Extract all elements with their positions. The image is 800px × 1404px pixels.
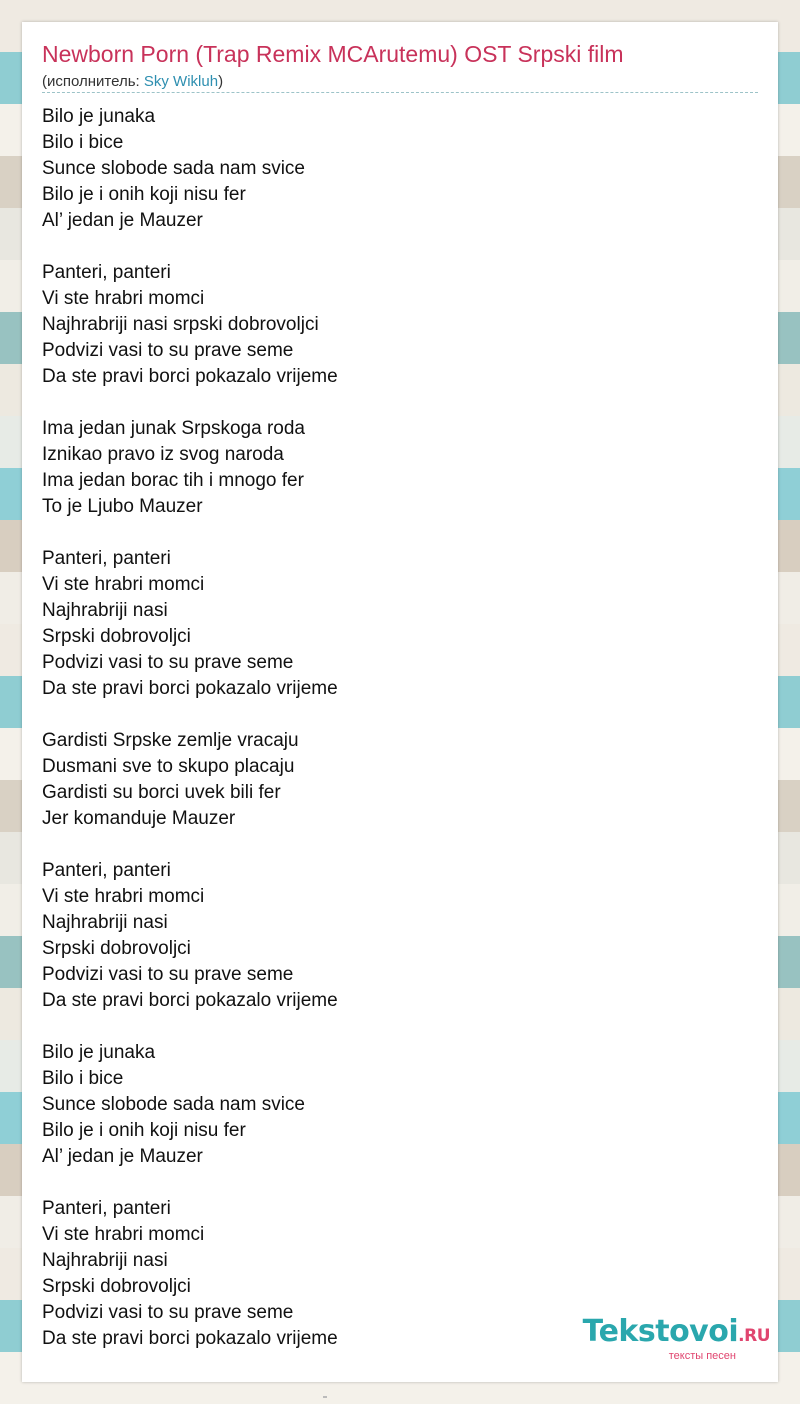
- lyric-line: Gardisti Srpske zemlje vracaju: [42, 730, 299, 751]
- artist-suffix: ): [218, 73, 224, 90]
- lyric-line: Panteri, panteri: [42, 262, 171, 283]
- lyric-line: Da ste pravi borci pokazalo vrijeme: [42, 1328, 338, 1349]
- lyric-line: Najhrabriji nasi: [42, 912, 168, 933]
- lyric-line: Bilo je i onih koji nisu fer: [42, 184, 246, 205]
- lyric-line: Al’ jedan je Mauzer: [42, 210, 203, 231]
- lyric-line: Dusmani sve to skupo placaju: [42, 756, 295, 777]
- lyric-line: Bilo je junaka: [42, 106, 156, 127]
- lyric-line: Gardisti su borci uvek bili fer: [42, 782, 281, 803]
- lyric-line: Podvizi vasi to su prave seme: [42, 1302, 294, 1323]
- artist-link[interactable]: Sky Wikluh: [143, 73, 219, 90]
- lyric-line: To je Ljubo Mauzer: [42, 496, 203, 517]
- lyric-line: Vi ste hrabri momci: [42, 1224, 205, 1245]
- lyric-line: Da ste pravi borci pokazalo vrijeme: [42, 366, 338, 387]
- lyric-line: Bilo i bice: [42, 1068, 124, 1089]
- lyric-line: Podvizi vasi to su prave seme: [42, 340, 294, 361]
- lyric-line: Podvizi vasi to su prave seme: [42, 652, 294, 673]
- lyric-line: Sunce slobode sada nam svice: [42, 158, 305, 179]
- title-divider: [42, 92, 758, 93]
- lyric-line: Srpski dobrovoljci: [42, 938, 191, 959]
- lyrics-body: [42, 104, 742, 1378]
- lyric-line: Iznikao pravo iz svog naroda: [42, 444, 284, 465]
- lyrics-stanza: [42, 104, 742, 234]
- lyrics-stanza: [42, 416, 742, 520]
- lyric-line: Bilo i bice: [42, 132, 124, 153]
- lyric-line: Vi ste hrabri momci: [42, 288, 205, 309]
- lyric-line: Vi ste hrabri momci: [42, 574, 205, 595]
- lyric-line: Podvizi vasi to su prave seme: [42, 964, 294, 985]
- logo-tagline: тексты песен: [668, 1350, 736, 1362]
- lyric-line: Najhrabriji nasi: [42, 1250, 168, 1271]
- lyric-line: Najhrabriji nasi: [42, 600, 168, 621]
- lyrics-stanza: [42, 1040, 742, 1170]
- lyric-line: Ima jedan junak Srpskoga roda: [42, 418, 305, 439]
- lyric-line: Panteri, panteri: [42, 1198, 171, 1219]
- lyrics-stanza: [42, 546, 742, 702]
- lyric-line: Da ste pravi borci pokazalo vrijeme: [42, 678, 338, 699]
- lyrics-stanza: [42, 858, 742, 1014]
- lyric-line: Vi ste hrabri momci: [42, 886, 205, 907]
- lyrics-stanza: [42, 728, 742, 832]
- lyric-line: Jer komanduje Mauzer: [42, 808, 236, 829]
- lyrics-card: [22, 22, 778, 1382]
- lyric-line: Panteri, panteri: [42, 548, 171, 569]
- lyric-line: Bilo je i onih koji nisu fer: [42, 1120, 246, 1141]
- lyric-line: Da ste pravi borci pokazalo vrijeme: [42, 990, 338, 1011]
- lyric-line: Srpski dobrovoljci: [42, 626, 191, 647]
- lyric-line: Srpski dobrovoljci: [42, 1276, 191, 1297]
- song-title: Newborn Porn (Trap Remix MCArutemu) OST Srpski film: [42, 41, 624, 67]
- logo-tld: .RU: [738, 1326, 770, 1346]
- lyric-line: Najhrabriji nasi srpski dobrovoljci: [42, 314, 319, 335]
- artist-line: [42, 73, 223, 90]
- logo-name: Tekstovoi: [582, 1314, 739, 1349]
- lyric-line: Al’ jedan je Mauzer: [42, 1146, 203, 1167]
- artist-prefix: (исполнитель:: [42, 73, 144, 90]
- lyric-line: Bilo je junaka: [42, 1042, 156, 1063]
- lyrics-stanza: [42, 260, 742, 390]
- lyric-line: Panteri, panteri: [42, 860, 171, 881]
- lyric-line: Ima jedan borac tih i mnogo fer: [42, 470, 304, 491]
- lyric-line: Sunce slobode sada nam svice: [42, 1094, 305, 1115]
- scroll-marker: [323, 1396, 327, 1398]
- site-logo[interactable]: [583, 1316, 770, 1362]
